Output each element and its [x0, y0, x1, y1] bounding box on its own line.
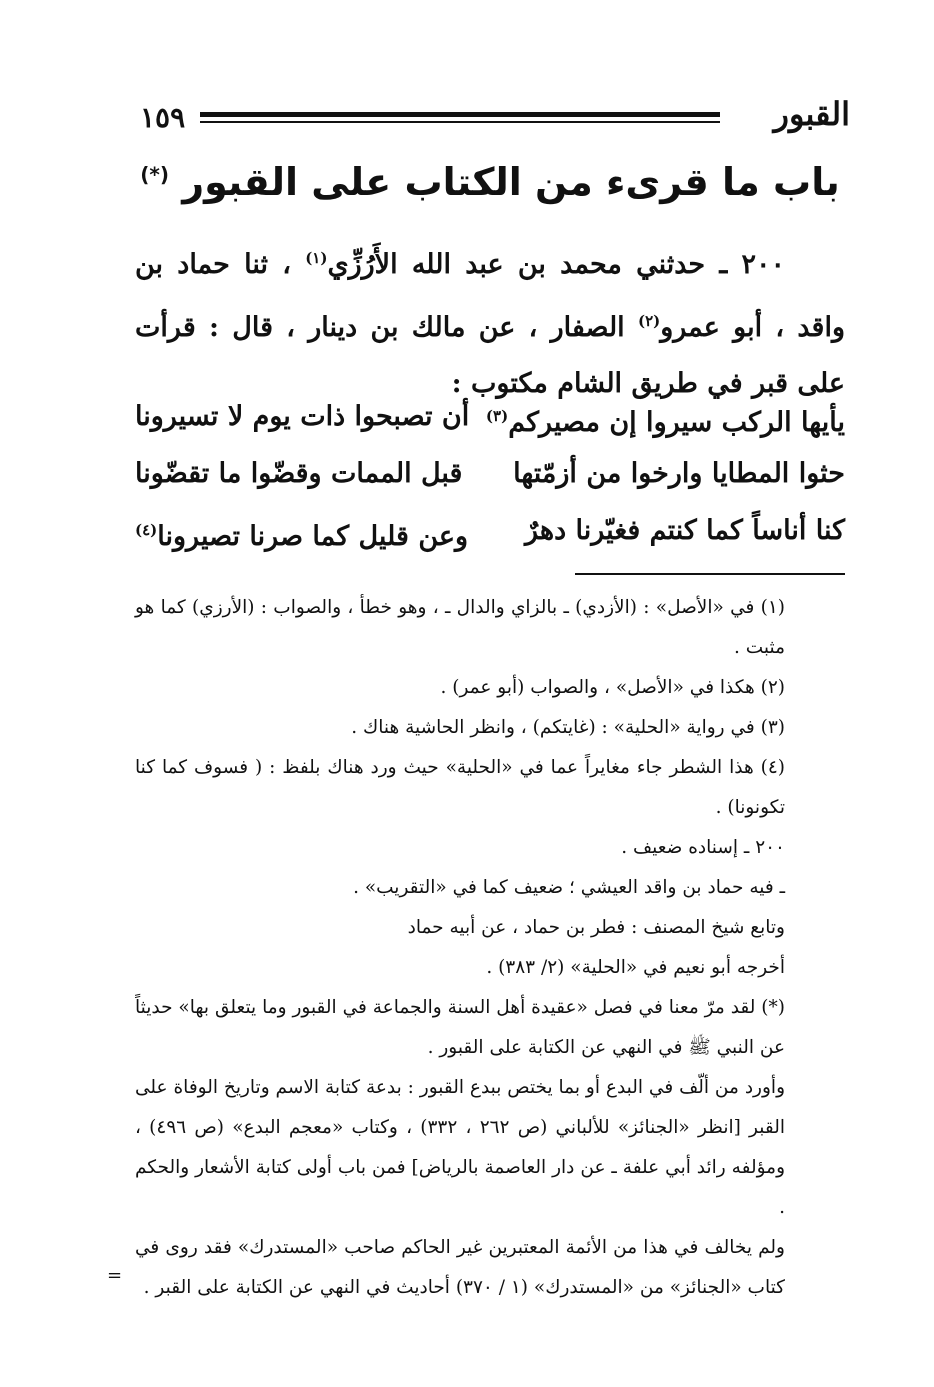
- footnotes: [135, 588, 845, 1308]
- poem-hemistich-second: قبل الممات وقضّوا ما تقضّونا: [135, 458, 463, 489]
- narration-paragraph: [135, 230, 845, 412]
- footnote-2: (٢) هكذا في «الأصل» ، والصواب (أبو عمر) .: [440, 677, 785, 698]
- takhrij-line: أخرجه أبو نعيم في «الحلية» (٢/ ٣٨٣) .: [486, 957, 785, 978]
- footnote-1: (١) في «الأصل» : (الأزدي) ـ بالزاي والدال ـ ، وهو خطأ ، والصواب : (الأرزي) كما هو مثبت .: [135, 597, 785, 658]
- footnote-ref-1: (١): [305, 249, 328, 267]
- main-text: [135, 230, 845, 412]
- poem: [135, 388, 845, 559]
- poem-line: [135, 502, 845, 559]
- page-header: [140, 95, 850, 145]
- takhrij-line: ـ فيه حماد بن واقد العيشي ؛ ضعيف كما في «التقريب» .: [353, 877, 785, 898]
- star-note: (*) لقد مرّ معنا في فصل «عقيدة أهل السنة والجماعة في القبور وما يتعلق بها» حديثاً عن النبي ﷺ في النهي عن الكتابة على القبور .: [135, 997, 785, 1058]
- poem-hemistich-first: يأيها الركب سيروا إن مصيركم$^{(٣)}$: [485, 407, 845, 438]
- narration-part-3: الصفار ، عن مالك بن دينار ، قال : قرأت على قبر في طريق الشام مكتوب :: [135, 312, 845, 399]
- poem-hemistich-second: أن تصبحوا ذات يوم لا تسيرونا: [135, 401, 470, 432]
- footnote-ref-2: (٢): [637, 312, 661, 330]
- poem-hemistich-second: وعن قليل كما صرنا تصيرونا$^{(٤)}$: [135, 521, 469, 552]
- footnote-ref-4: (٤): [135, 521, 158, 539]
- star-note: ولم يخالف في هذا من الأئمة المعتبرين غير الحاكم صاحب «المستدرك» فقد روى في كتاب «الجنائز» من «المستدرك» (١ / ٣٧٠) أحاديث في النهي عن الكتابة على القبر .: [135, 1237, 785, 1298]
- continuation-mark: =: [107, 1265, 123, 1286]
- poem-line: [135, 388, 845, 445]
- star-note: وأورد من ألّف في البدع أو بما يختص ببدع القبور : بدعة كتابة الاسم وتاريخ الوفاة على القبر [انظر «الجنائز» للألباني (ص ٢٦٢ ، ٣٣٢) ، وكتاب «معجم البدع» (ص ٤٩٦) ، ومؤلفه رائد أبي علفة ـ عن دار العاصمة بالرياض] فمن باب أولى كتابة الأشعار والحكم .: [135, 1077, 785, 1218]
- chapter-title-text: باب ما قرىء من الكتاب على القبور: [182, 160, 840, 204]
- footnote-ref-3: (٣): [485, 407, 509, 425]
- header-rule-thick: [200, 112, 720, 117]
- footnote-separator: [575, 573, 845, 575]
- takhrij-line: ٢٠٠ ـ إسناده ضعيف .: [621, 837, 785, 858]
- page-number: ١٥٩: [140, 101, 186, 134]
- poem-line: [135, 445, 845, 502]
- takhrij-line: وتابع شيخ المصنف : فطر بن حماد ، عن أبيه حماد: [407, 917, 785, 938]
- poem-hemistich-first: كنا أناساً كما كنتم فغيّرنا دهرٌ: [524, 515, 845, 546]
- narration-part-2: ، ثنا حماد بن واقد ، أبو عمرو: [135, 249, 846, 343]
- narration-part-1: ٢٠٠ ـ حدثني محمد بن عبد الله الأَرُزِّي: [327, 249, 786, 280]
- footnote-3: (٣) في رواية «الحلية» : (غايتكم) ، وانظر الحاشية هناك .: [351, 717, 785, 738]
- chapter-title-mark: (*): [140, 162, 169, 187]
- chapter-title: [130, 160, 850, 204]
- footnote-4: (٤) هذا الشطر جاء مغايراً عما في «الحلية» حيث ورد هناك بلفظ : ( فسوف كما كنا تكونونا) .: [135, 757, 785, 818]
- running-title: القبور: [773, 95, 850, 133]
- poem-hemistich-first: حثوا المطايا وارخوا من أزمّتها: [513, 458, 845, 489]
- header-rule-thin: [200, 121, 720, 123]
